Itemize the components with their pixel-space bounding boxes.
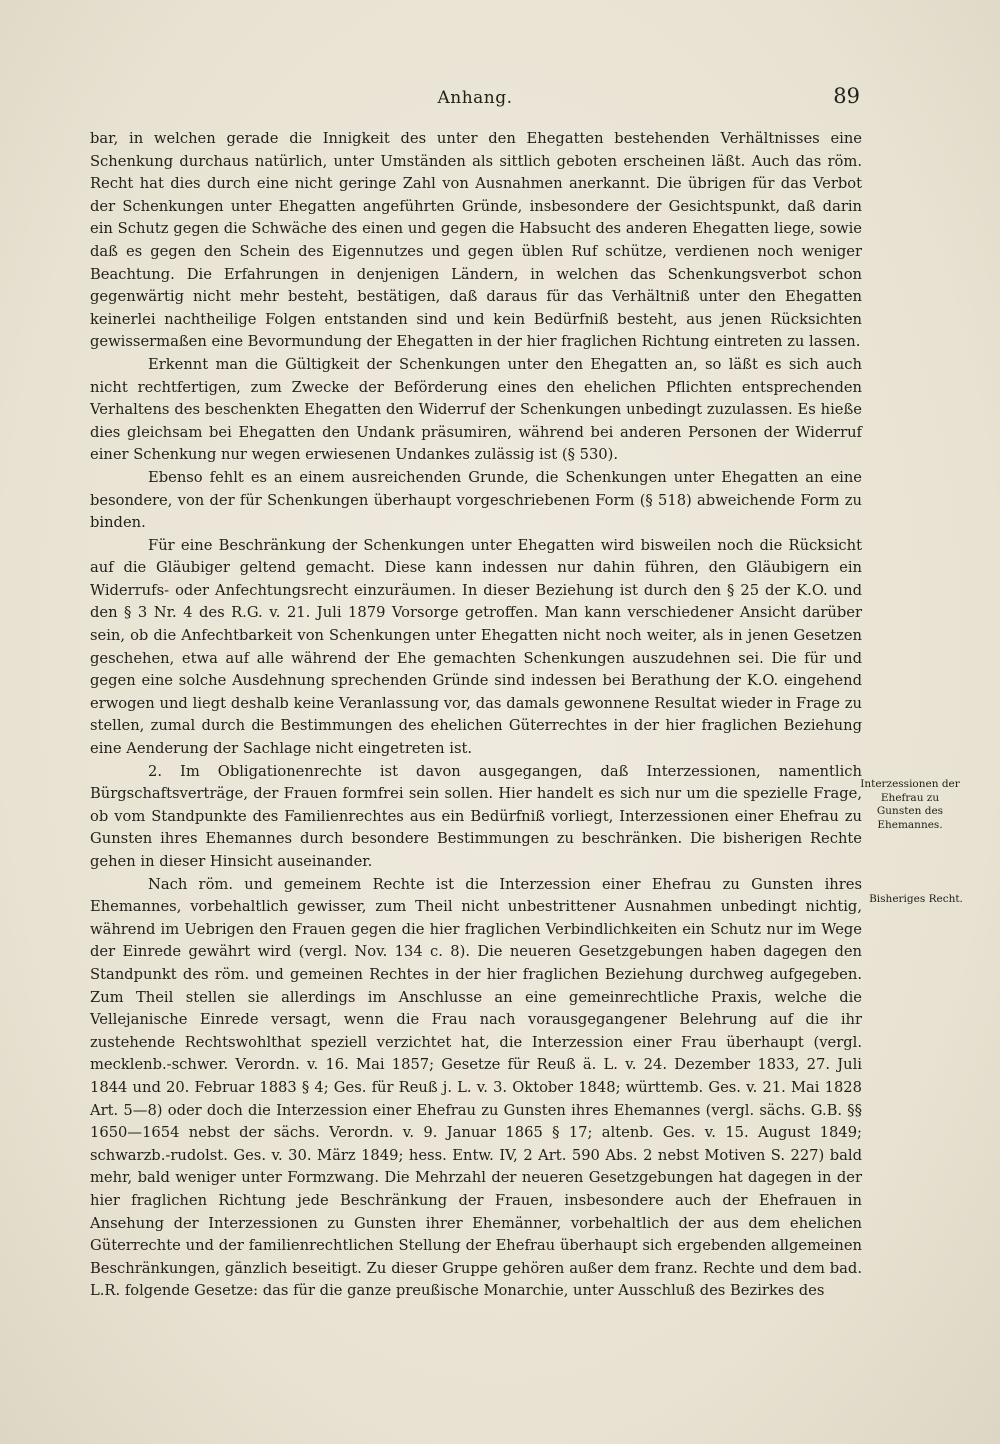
paragraph-revocation: Erkennt man die Gültigkeit der Schenkungen unter den Ehegatten an, so läßt es sich auch nicht rechtfertigen, zum Zwecke der Beförderung eines den ehelichen Pflichten entsprechenden Verhaltens des beschenkten Ehegatten den Widerruf der Schenkungen unbedingt zuzulassen. Es hieße dies gleichsam bei Ehegatten den Undank präsumiren, während bei anderen Personen der Widerruf einer Schenkung nur wegen erwiesenen Undankes zulässig ist (§ 530). [90, 355, 862, 464]
paragraph-continuation: bar, in welchen gerade die Innigkeit des unter den Ehegatten bestehenden Verhältnisses eine Schenkung durchaus natürlich, unter Umständen als sittlich geboten erscheinen läßt. Auch das röm. Recht hat dies durch eine nicht geringe Zahl von Ausnahmen anerkannt. Die übrigen für das Verbot der Schenkungen unter Ehegatten angeführten Gründe, insbesondere der Gesichtspunkt, daß darin ein Schutz gegen die Schwäche des einen und gegen die Habsucht des anderen Ehegatten liege, sowie daß es gegen den Schein des Eigennutzes und gegen üblen Ruf schütze, verdienen noch weniger Beachtung. Die Erfahrungen in denjenigen Ländern, in welchen das Schenkungsverbot schon gegenwärtig nicht mehr besteht, bestätigen, daß daraus für das Verhältniß unter den Ehegatten keinerlei nachtheilige Folgen entstanden sind und kein Bedürfniß besteht, aus jenen Rücksichten gewissermaßen eine Bevormundung der Ehegatten in der hier fraglichen Richtung eintreten zu lassen. [90, 130, 862, 351]
paragraph-previous-law: Nach röm. und gemeinem Rechte ist die Interzession einer Ehefrau zu Gunsten ihres Ehemannes, vorbehaltlich gewisser, zum Theil nicht unbestrittener Ausnahmen unbedingt nichtig, während im Uebrigen den Frauen gegen die hier fraglichen Verbindlichkeiten ein Schutz nur im Wege der Einrede gewährt wird (vergl. Nov. 134 c. 8). Die neueren Gesetzgebungen haben dagegen den Standpunkt des röm. und gemeinen Rechtes in der hier fraglichen Beziehung durchweg aufgegeben. Zum Theil stellen sie allerdings im Anschlusse an eine gemeinrechtliche Praxis, welche die Vellejanische Einrede versagt, wenn die Frau nach vorausgegangener Belehrung auf die ihr zustehende Rechtswohlthat speziell verzichtet hat, die Interzession einer Frau überhaupt (vergl. mecklenb.-schwer. Verordn. v. 16. Mai 1857; Gesetze für Reuß ä. L. v. 24. Dezember 1833, 27. Juli 1844 und 20. Februar 1883 § 4; Ges. für Reuß j. L. v. 3. Oktober 1848; württemb. Ges. v. 21. Mai 1828 Art. 5—8) oder doch die Interzession einer Ehefrau zu Gunsten ihres Ehemannes (vergl. sächs. G.B. §§ 1650—1654 nebst der sächs. Verordn. v. 9. Januar 1865 § 17; altenb. Ges. v. 15. August 1849; schwarzb.-rudolst. Ges. v. 30. März 1849; hess. Entw. IV, 2 Art. 590 Abs. 2 nebst Motiven S. 227) bald mehr, bald weniger unter Formzwang. Die Mehrzahl der neueren Gesetzgebungen hat dagegen in der hier fraglichen Richtung jede Beschränkung der Frauen, insbesondere auch der Ehefrauen in Ansehung der Interzessionen zu Gunsten ihrer Ehemänner, vorbehaltlich der aus dem ehelichen Güterrechte und der familienrechtlichen Stellung der Ehefrau überhaupt sich ergebenden allgemeinen Beschränkungen, gänzlich beseitigt. Zu dieser Gruppe gehören außer dem franz. Rechte und dem bad. L.R. folgende Gesetze: das für die ganze preußische Monarchie, unter Ausschluß des Bezirkes des [90, 875, 862, 1300]
paragraph-intercessions: 2. Im Obligationenrechte ist davon ausgegangen, daß Interzessionen, namentlich Bürgschaftsverträge, der Frauen formfrei sein sollen. Hier handelt es sich nur um die spezielle Frage, ob vom Standpunkte des Familienrechtes aus ein Bedürfniß vorliegt, Interzessionen einer Ehefrau zu Gunsten ihres Ehemannes durch besondere Bestimmungen zu beschränken. Die bisherigen Rechte gehen in dieser Hinsicht auseinander. [90, 762, 862, 870]
margin-note-intercessions: Interzessionen der Ehefrau zu Gunsten des Ehemannes. [860, 778, 960, 831]
paragraph-creditors: Für eine Beschränkung der Schenkungen unter Ehegatten wird bisweilen noch die Rücksicht auf die Gläubiger geltend gemacht. Diese kann indessen nur dahin führen, den Gläubigern ein Widerrufs- oder Anfechtungsrecht einzuräumen. In dieser Beziehung ist durch den § 25 der K.O. und den § 3 Nr. 4 des R.G. v. 21. Juli 1879 Vorsorge getroffen. Man kann verschiedener Ansicht darüber sein, ob die Anfechtbarkeit von Schenkungen unter Ehegatten nicht noch weiter, als in jenen Gesetzen geschehen, etwa auf alle während der Ehe gemachten Schenkungen auszudehnen sei. Die für und gegen eine solche Ausdehnung sprechenden Gründe sind indessen bei Berathung der K.O. eingehend erwogen und liegt deshalb keine Veranlassung vor, das damals gewonnene Resultat wieder in Frage zu stellen, zumal durch die Bestimmungen des ehelichen Güterrechtes in der hier fraglichen Beziehung eine Aenderung der Sachlage nicht eingetreten ist. [90, 536, 862, 758]
margin-note-previous-law: Bisheriges Recht. [869, 893, 963, 905]
body-text [90, 128, 862, 1303]
running-head: Anhang. [437, 88, 513, 108]
page-number: 89 [833, 84, 860, 108]
page-header [90, 84, 860, 122]
paragraph-form: Ebenso fehlt es an einem ausreichenden Grunde, die Schenkungen unter Ehegatten an eine besondere, von der für Schenkungen überhaupt vorgeschriebenen Form (§ 518) abweichende Form zu binden. [90, 468, 862, 532]
